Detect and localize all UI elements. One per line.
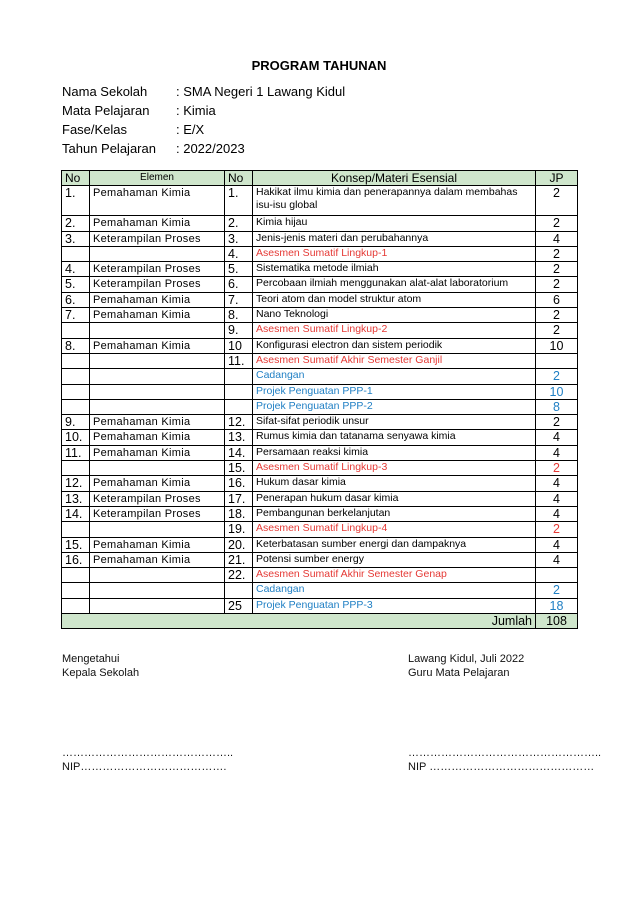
row-jp [536,568,578,583]
row-elemen: Pemahaman Kimia [90,415,225,430]
info-label: Mata Pelajaran [62,103,150,118]
header-jp: JP [536,171,578,186]
sig-left-line2: Kepala Sekolah [62,667,140,679]
row-elemen: Pemahaman Kimia [90,216,225,231]
row-konsep: Pembangunan berkelanjutan [253,506,536,521]
row-no [62,323,90,338]
table-row [62,231,578,246]
row-jp: 4 [536,537,578,552]
row-elemen: Pemahaman Kimia [90,308,225,323]
row-elemen: Pemahaman Kimia [90,552,225,567]
row-konsep: Sistematika metode ilmiah [253,262,536,277]
row-elemen [90,583,225,598]
row-jp: 2 [536,369,578,384]
row-konsep: Rumus kimia dan tatanama senyawa kimia [253,430,536,445]
row-no2: 6. [225,277,253,292]
row-no2 [225,369,253,384]
row-no2: 12. [225,415,253,430]
row-no: 1. [62,186,90,216]
row-no2: 3. [225,231,253,246]
row-jp: 2 [536,415,578,430]
sig-right-line1: Lawang Kidul, Juli 2022 [408,653,525,665]
row-no [62,568,90,583]
total-value: 108 [536,614,578,629]
row-elemen [90,369,225,384]
row-no2: 18. [225,506,253,521]
row-konsep: Nano Teknologi [253,308,536,323]
row-konsep: Asesmen Sumatif Akhir Semester Genap [253,568,536,583]
info-row [62,82,345,101]
row-konsep: Asesmen Sumatif Akhir Semester Ganjil [253,353,536,368]
table-row [62,369,578,384]
row-jp: 2 [536,522,578,537]
row-elemen: Keterampilan Proses [90,262,225,277]
row-no2 [225,583,253,598]
row-no2: 11. [225,353,253,368]
row-konsep: Sifat-sifat periodik unsur [253,415,536,430]
table-row [62,353,578,368]
row-no2: 15. [225,461,253,476]
sig-right-nip: NIP ……………………………………… [408,761,595,773]
header-elemen: Elemen [90,171,225,186]
row-jp: 2 [536,277,578,292]
table-row [62,583,578,598]
info-value: : SMA Negeri 1 Lawang Kidul [176,84,346,99]
row-no: 12. [62,476,90,491]
row-elemen: Pemahaman Kimia [90,186,225,216]
table-row [62,598,578,613]
table-row [62,399,578,414]
row-jp: 10 [536,384,578,399]
row-no2: 7. [225,292,253,307]
row-no: 2. [62,216,90,231]
row-elemen: Pemahaman Kimia [90,338,225,353]
row-jp: 2 [536,583,578,598]
table-row [62,384,578,399]
row-elemen: Keterampilan Proses [90,231,225,246]
row-no [62,246,90,261]
header-no2: No [225,171,253,186]
row-konsep: Konfigurasi electron dan sistem periodik [253,338,536,353]
row-jp: 4 [536,491,578,506]
row-elemen: Pemahaman Kimia [90,292,225,307]
row-no: 11. [62,445,90,460]
info-row [62,101,345,120]
row-no2: 16. [225,476,253,491]
row-jp: 10 [536,338,578,353]
table-row [62,292,578,307]
header-no: No [62,171,90,186]
row-no: 3. [62,231,90,246]
row-konsep: Teori atom dan model struktur atom [253,292,536,307]
row-no [62,369,90,384]
table-header [62,171,578,186]
row-no2 [225,399,253,414]
row-konsep: Kimia hijau [253,216,536,231]
info-label: Nama Sekolah [62,84,148,99]
row-jp: 2 [536,186,578,216]
row-jp: 2 [536,461,578,476]
table-row [62,308,578,323]
info-value: : Kimia [176,103,216,118]
row-konsep: Keterbatasan sumber energi dan dampaknya [253,537,536,552]
table-row [62,506,578,521]
table-row [62,246,578,261]
row-jp: 2 [536,246,578,261]
row-jp: 4 [536,506,578,521]
row-jp: 6 [536,292,578,307]
row-jp: 18 [536,598,578,613]
table-row [62,186,578,216]
row-no: 7. [62,308,90,323]
row-no2: 5. [225,262,253,277]
table-row [62,262,578,277]
row-jp: 4 [536,445,578,460]
row-no [62,461,90,476]
row-no: 16. [62,552,90,567]
row-no: 15. [62,537,90,552]
row-elemen: Keterampilan Proses [90,277,225,292]
info-row [62,139,345,158]
row-no [62,399,90,414]
table-row [62,552,578,567]
table-row [62,216,578,231]
sig-right-line2: Guru Mata Pelajaran [408,667,510,679]
row-elemen [90,568,225,583]
row-konsep: Cadangan [253,369,536,384]
sig-left-dots: ……………………………………….. [62,747,234,759]
table-row [62,323,578,338]
row-elemen [90,598,225,613]
total-label: Jumlah [62,614,536,629]
row-konsep: Percobaan ilmiah menggunakan alat-alat laboratorium [253,277,536,292]
info-row [62,120,345,139]
row-no2: 10 [225,338,253,353]
row-jp: 4 [536,430,578,445]
info-value: : E/X [176,122,205,137]
row-no2: 14. [225,445,253,460]
row-jp: 2 [536,262,578,277]
row-no2: 25 [225,598,253,613]
row-elemen [90,246,225,261]
sig-left-nip: NIP…………………………………. [62,761,227,773]
row-no [62,522,90,537]
header-konsep: Konsep/Materi Esensial [253,171,536,186]
row-no: 14. [62,506,90,521]
row-elemen: Keterampilan Proses [90,491,225,506]
row-no: 13. [62,491,90,506]
row-jp: 2 [536,308,578,323]
row-elemen: Pemahaman Kimia [90,430,225,445]
info-label: Fase/Kelas [62,122,128,137]
row-konsep: Asesmen Sumatif Lingkup-1 [253,246,536,261]
table-row [62,277,578,292]
row-elemen [90,384,225,399]
row-konsep: Asesmen Sumatif Lingkup-4 [253,522,536,537]
row-elemen: Pemahaman Kimia [90,445,225,460]
row-konsep: Asesmen Sumatif Lingkup-2 [253,323,536,338]
row-konsep: Projek Penguatan PPP-1 [253,384,536,399]
row-no [62,353,90,368]
row-no: 4. [62,262,90,277]
row-no2: 1. [225,186,253,216]
row-no [62,583,90,598]
row-jp: 2 [536,216,578,231]
row-elemen [90,323,225,338]
row-elemen: Pemahaman Kimia [90,537,225,552]
row-elemen [90,353,225,368]
school-info [62,82,345,158]
row-no [62,598,90,613]
row-konsep: Hakikat ilmu kimia dan penerapannya dalam membahas isu-isu global [253,186,536,216]
row-no2: 2. [225,216,253,231]
row-konsep: Cadangan [253,583,536,598]
row-konsep: Penerapan hukum dasar kimia [253,491,536,506]
table-row [62,491,578,506]
table-row [62,338,578,353]
table-row [62,445,578,460]
row-no [62,384,90,399]
table-row [62,415,578,430]
table-row [62,522,578,537]
row-konsep: Projek Penguatan PPP-3 [253,598,536,613]
row-no2: 8. [225,308,253,323]
table-row [62,568,578,583]
row-elemen: Keterampilan Proses [90,506,225,521]
row-jp: 4 [536,476,578,491]
row-jp: 4 [536,231,578,246]
row-elemen [90,522,225,537]
info-label: Tahun Pelajaran [62,141,156,156]
page-title: PROGRAM TAHUNAN [251,58,387,73]
row-konsep: Hukum dasar kimia [253,476,536,491]
program-table [61,170,578,629]
row-no2: 19. [225,522,253,537]
row-no2 [225,384,253,399]
row-konsep: Persamaan reaksi kimia [253,445,536,460]
row-konsep: Projek Penguatan PPP-2 [253,399,536,414]
table-row [62,430,578,445]
row-no: 10. [62,430,90,445]
row-no2: 21. [225,552,253,567]
total-row [62,614,578,629]
row-no2: 17. [225,491,253,506]
row-no2: 9. [225,323,253,338]
row-no2: 13. [225,430,253,445]
row-konsep: Asesmen Sumatif Lingkup-3 [253,461,536,476]
info-value: : 2022/2023 [176,141,245,156]
row-jp [536,353,578,368]
row-konsep: Jenis-jenis materi dan perubahannya [253,231,536,246]
row-no: 6. [62,292,90,307]
row-elemen [90,461,225,476]
row-no: 8. [62,338,90,353]
row-jp: 2 [536,323,578,338]
table-row [62,461,578,476]
table-row [62,537,578,552]
row-elemen [90,399,225,414]
row-jp: 8 [536,399,578,414]
row-no: 5. [62,277,90,292]
table-row [62,476,578,491]
sig-right-dots: …………………………………………….. [408,747,602,759]
row-no2: 22. [225,568,253,583]
row-elemen: Pemahaman Kimia [90,476,225,491]
row-no2: 4. [225,246,253,261]
row-konsep: Potensi sumber energy [253,552,536,567]
row-jp: 4 [536,552,578,567]
sig-left-line1: Mengetahui [62,653,120,665]
row-no: 9. [62,415,90,430]
row-no2: 20. [225,537,253,552]
